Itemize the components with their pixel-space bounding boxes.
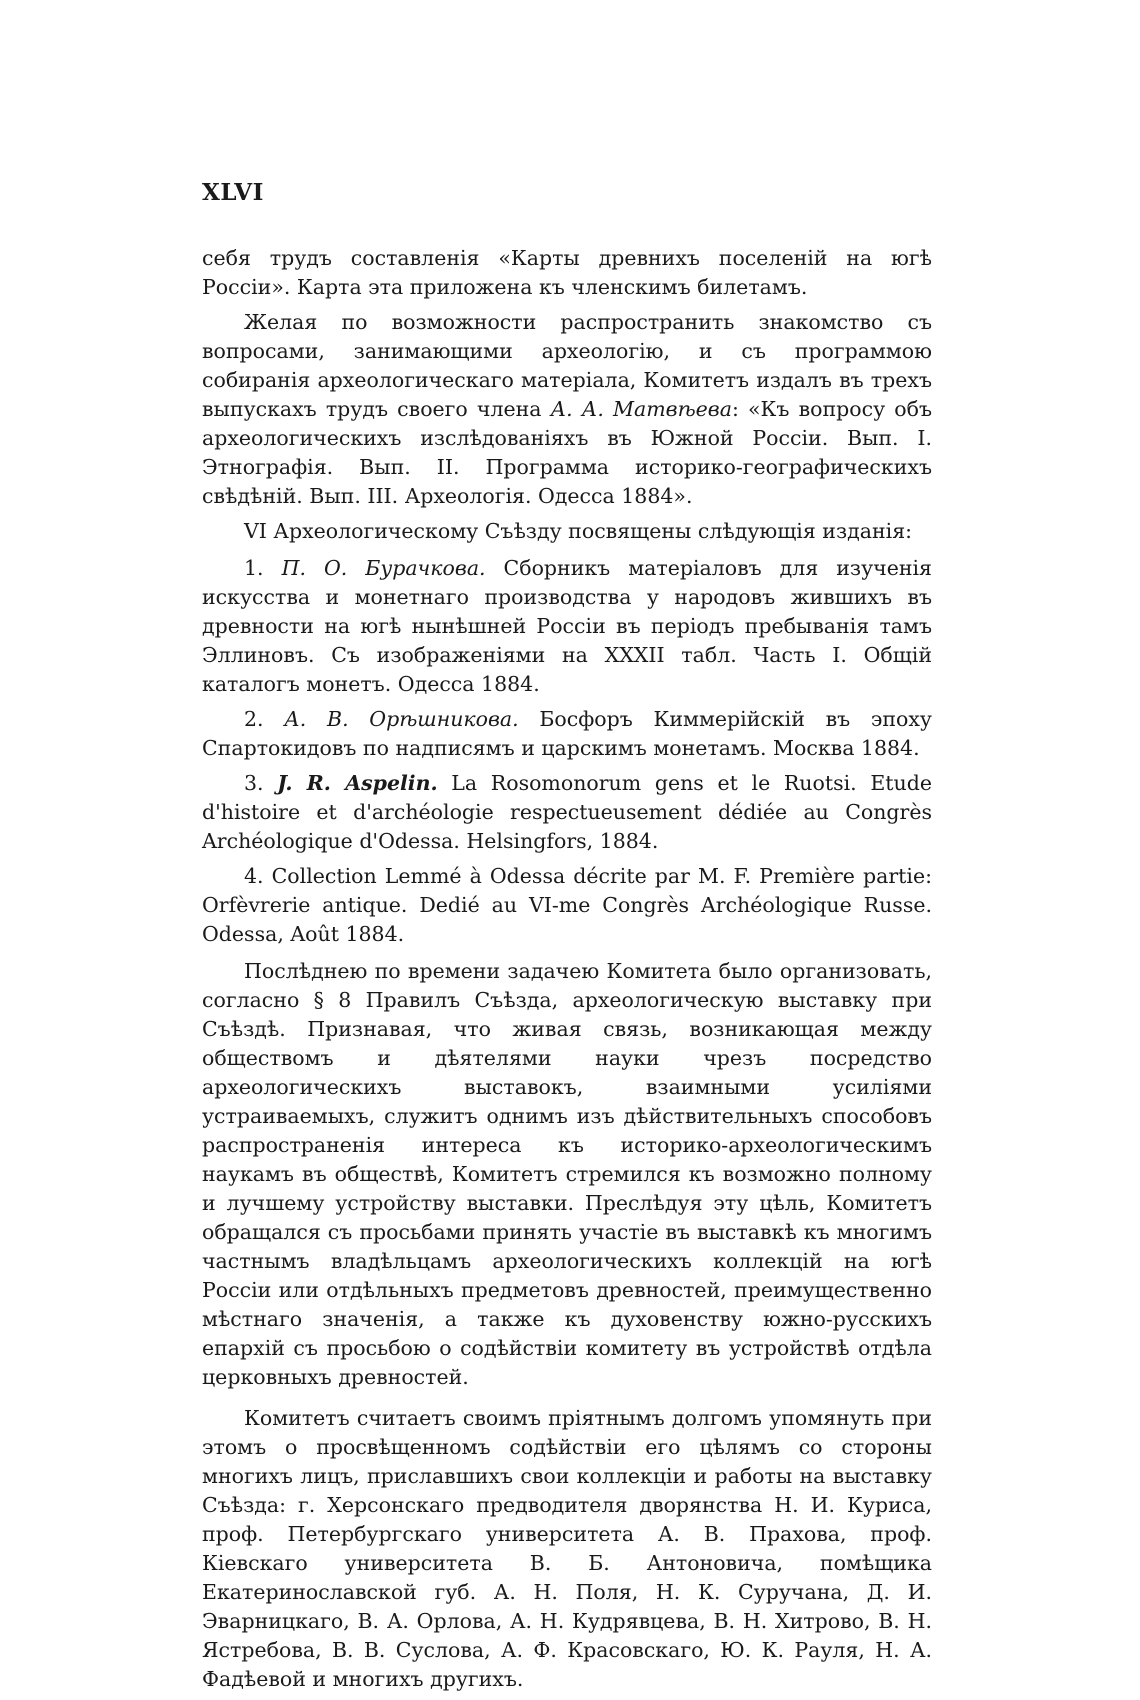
list-item-author: J. R. Aspelin. xyxy=(277,771,438,795)
list-item-text: Босфоръ Киммерійскій въ эпоху Спартокидовъ по надписямъ и царскимъ монетамъ. Москва 1884. xyxy=(202,707,932,760)
paragraph-acknowledgements: Комитетъ считаетъ своимъ пріятнымъ долгомъ упомянуть при этомъ о просвѣщенномъ содѣйствіи его цѣлямъ со стороны многихъ лицъ, приславшихъ свои коллекціи и работы на выставку Съѣзда: г. Херсонскаго предводителя дворянства Н. И. Куриса, проф. Петербургскаго университета А. В. Прахова, проф. Кіевскаго университета В. Б. Антоновича, помѣщика Екатеринославской губ. А. Н. Поля, Н. К. Суручана, Д. И. Эварницкаго, В. А. Орлова, А. Н. Кудрявцева, В. Н. Хитрово, В. Н. Ястребова, В. В. Суслова, А. Ф. Красовскаго, Ю. К. Рауля, Н. А. Фадѣевой и многихъ другихъ. xyxy=(202,1406,932,1691)
list-item-text: La Rosomonorum gens et le Ruotsi. Etude d'histoire et d'archéologie respectueusement dédiée au Congrès Archéologique d'Odessa. Helsingfors, 1884. xyxy=(202,771,932,853)
list-item-number: 4. xyxy=(244,864,264,888)
list-item-number: 2. xyxy=(244,707,264,731)
page-number: XLVI xyxy=(202,179,264,206)
paragraph-dedicated-publications: VI Археологическому Съѣзду посвящены слѣдующія изданія: xyxy=(244,519,913,543)
list-item xyxy=(202,862,932,949)
paragraph-exhibition: Послѣднею по времени задачею Комитета было организовать, согласно § 8 Правилъ Съѣзда, археологическую выставку при Съѣздѣ. Признавая, что живая связь, возникающая между обществомъ и дѣятелями науки чрезъ посредство археологическихъ выставокъ, взаимными усиліями устраиваемыхъ, служитъ однимъ изъ дѣйствительныхъ способовъ распространенія интереса къ историко-археологическимъ наукамъ въ обществѣ, Комитетъ стремился къ возможно полному и лучшему устройству выставки. Преслѣдуя эту цѣль, Комитетъ обращался съ просьбами принять участіе въ выставкѣ къ многимъ частнымъ владѣльцамъ археологическихъ коллекцій на югѣ Россіи или отдѣльныхъ предметовъ древностей, преимущественно мѣстнаго значенія, а также къ духовенству южно-русскихъ епархій съ просьбою о содѣйствіи комитету въ устройствѣ отдѣла церковныхъ древностей. xyxy=(202,959,932,1389)
list-item xyxy=(202,705,932,763)
paragraph-continuation: себя трудъ составленія «Карты древнихъ поселеній на югѣ Россіи». Карта эта приложена къ членскимъ билетамъ. xyxy=(202,246,932,299)
document-page xyxy=(202,178,932,1700)
paragraph-text-after-author: : «Къ вопросу объ археологическихъ изслѣдованіяхъ въ Южной Россіи. Вып. I. Этнографія. Вып. II. Программа историко-географическихъ свѣдѣній. Вып. III. Археологія. Одесса 1884». xyxy=(202,397,933,508)
list-item-author: А. В. Орѣшникова. xyxy=(284,707,519,731)
list-item xyxy=(202,554,932,699)
paragraph-committee-publications xyxy=(202,308,932,511)
paragraph-author-name: А. А. Матвѣева xyxy=(550,397,732,421)
list-item-text: Сборникъ матеріаловъ для изученія искусства и монетнаго производства у народовъ жившихъ въ древности на югѣ нынѣшней Россіи въ періодъ пребыванія тамъ Эллиновъ. Съ изображеніями на XXXII табл. Часть I. Общій каталогъ монетъ. Одесса 1884. xyxy=(202,556,932,696)
list-item-number: 3. xyxy=(244,771,264,795)
list-item-number: 1. xyxy=(244,556,264,580)
list-item-text: Collection Lemmé à Odessa décrite par M. F. Première partie: Orfèvrerie antique. Dedié au VI-me Congrès Archéologique Russe. Odessa, Août 1884. xyxy=(202,864,932,946)
list-item xyxy=(202,769,932,856)
paragraph-text-before-author: Желая по возможности распространить знакомство съ вопросами, занимающими археологію, и съ программою собиранія археологическаго матеріала, Комитетъ издалъ въ трехъ выпускахъ трудъ своего члена xyxy=(202,310,932,421)
list-item-author: П. О. Бурачкова. xyxy=(281,556,486,580)
